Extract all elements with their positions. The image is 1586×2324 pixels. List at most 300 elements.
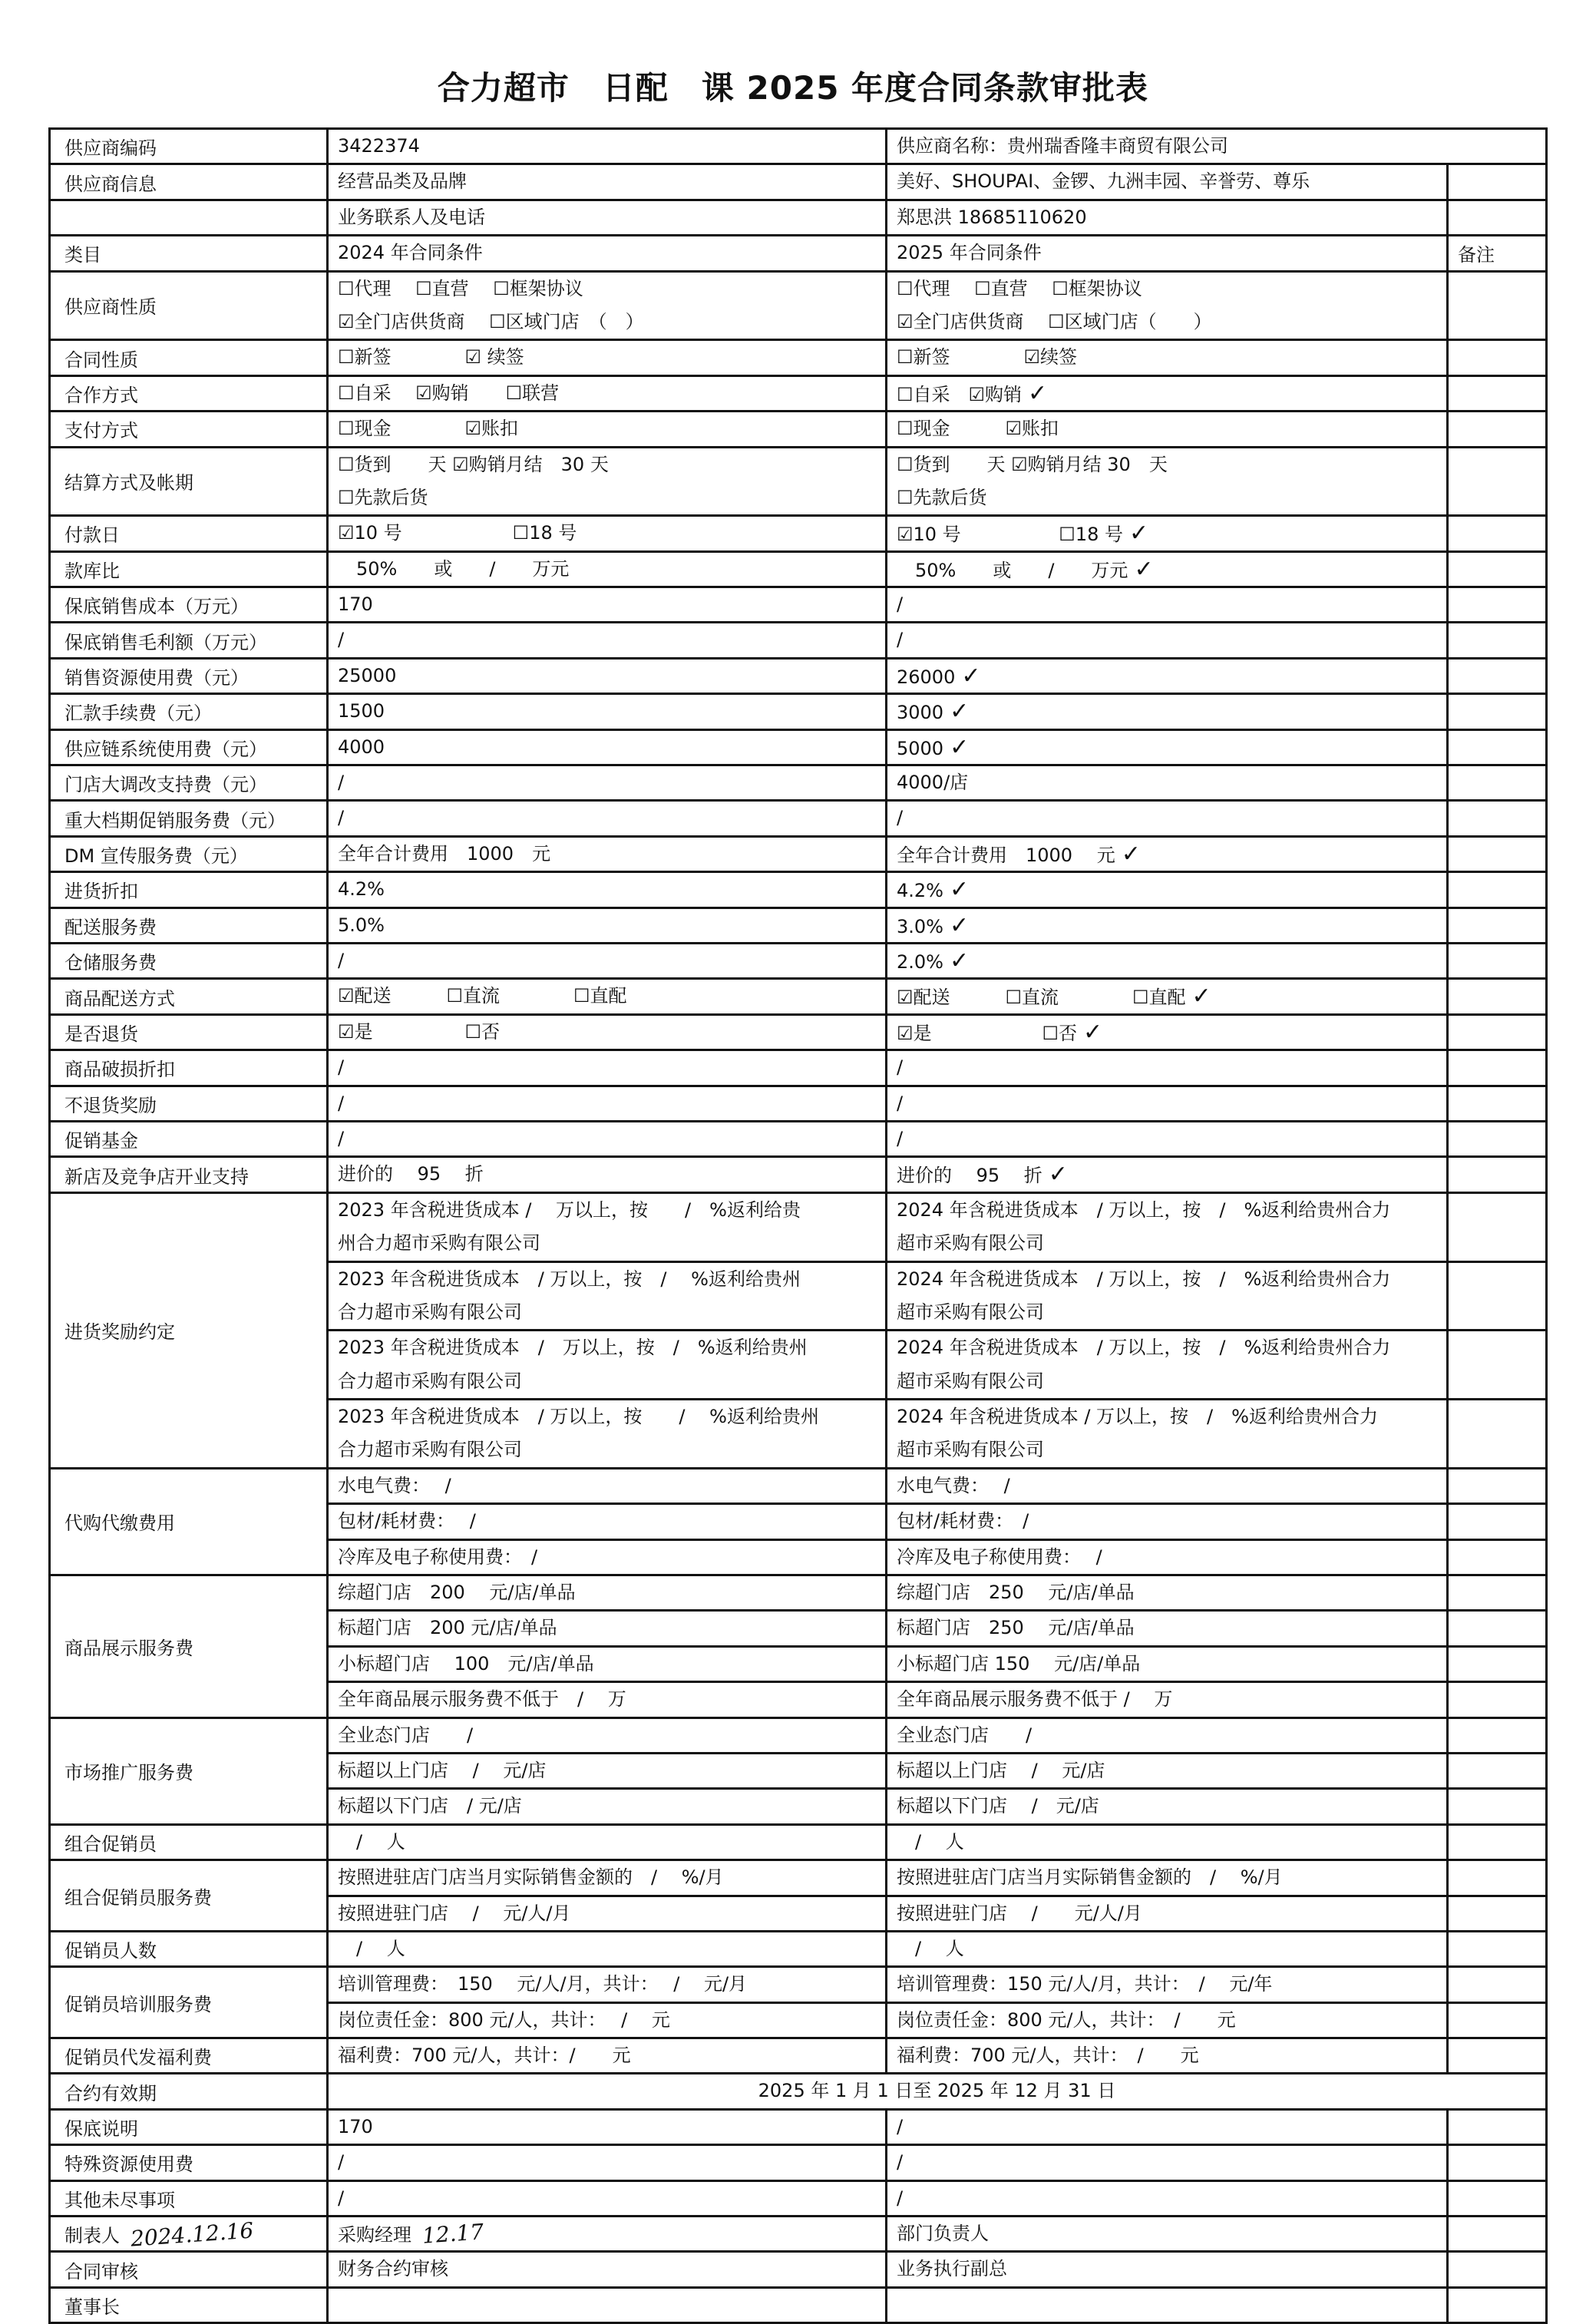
row-label-text: 重大档期促销服务费（元） bbox=[64, 809, 286, 831]
remark-cell bbox=[1448, 943, 1547, 978]
row-label bbox=[50, 2145, 328, 2180]
remark-cell bbox=[1448, 375, 1547, 411]
remark-cell bbox=[1448, 1468, 1547, 1503]
row-label-text: 促销员培训服务费 bbox=[64, 1993, 212, 2015]
row-label-text: DM 宣传服务费（元） bbox=[64, 845, 248, 867]
row-label-text: 合约有效期 bbox=[64, 2082, 157, 2104]
remark-cell bbox=[1448, 412, 1547, 447]
remark-cell bbox=[1448, 1789, 1547, 1824]
cell-2025 bbox=[887, 729, 1448, 765]
cell-2025 bbox=[887, 1824, 1448, 1860]
handwritten-check-icon: ✓ bbox=[950, 733, 970, 761]
cell-2024 bbox=[328, 623, 887, 658]
cell-line: / 人 bbox=[338, 1830, 405, 1853]
cell-line: / bbox=[338, 807, 345, 829]
cell-line: 2023 年含税进货成本 / 万以上，按 / %返利给贵州 bbox=[338, 1406, 819, 1428]
cell-line: 4000/店 bbox=[897, 772, 969, 794]
cell-2025 bbox=[887, 1086, 1448, 1121]
cell-2025 bbox=[887, 1931, 1448, 1966]
row-label-text: 门店大调改支持费（元） bbox=[64, 774, 267, 796]
row-label bbox=[50, 872, 328, 907]
row-label bbox=[50, 801, 328, 836]
cell-line: 26000 ✓ bbox=[897, 662, 981, 689]
cell-2025 bbox=[887, 412, 1448, 447]
cell-2025 bbox=[887, 2038, 1448, 2074]
cell-line: ☐代理 ☐直营 ☐框架协议 bbox=[897, 277, 1142, 299]
cell-line: ☐货到 天 ☑购销月结 30 天 bbox=[338, 453, 609, 475]
remark-cell bbox=[1448, 1086, 1547, 1121]
cell-line bbox=[897, 2289, 1437, 2322]
row-label bbox=[50, 1967, 328, 2038]
row-label bbox=[50, 1014, 328, 1050]
row-label-text: 付款日 bbox=[64, 524, 120, 547]
cell-line: 全业态门店 / bbox=[338, 1724, 474, 1746]
table-row bbox=[50, 907, 1547, 943]
cell-line: 全业态门店 / bbox=[897, 1724, 1033, 1746]
cell-2024 bbox=[328, 2145, 887, 2180]
table-row bbox=[50, 2217, 1547, 2252]
cell-2024 bbox=[328, 412, 887, 447]
table-row bbox=[50, 271, 1547, 340]
cell-2025 bbox=[887, 587, 1448, 623]
cell-line: 郑思洪 18685110620 bbox=[897, 206, 1087, 228]
row-label-text: 配送服务费 bbox=[64, 916, 157, 938]
cell-2025 bbox=[887, 1468, 1448, 1503]
cell-2025 bbox=[887, 447, 1448, 516]
cell-line: ☑10 号 ☐18 号 ✓ bbox=[897, 520, 1149, 547]
handwritten-signature: 2024.12.16 bbox=[130, 2217, 255, 2252]
handwritten-check-icon: ✓ bbox=[1028, 379, 1048, 407]
remark-cell bbox=[1448, 200, 1547, 235]
row-label bbox=[50, 1824, 328, 1860]
cell-2025 bbox=[887, 979, 1448, 1014]
cell-2024 bbox=[328, 801, 887, 836]
remark-cell bbox=[1448, 1539, 1547, 1575]
cell-2025 bbox=[887, 765, 1448, 801]
cell-2025 bbox=[887, 1014, 1448, 1050]
row-label-text: 仓储服务费 bbox=[64, 952, 157, 974]
cell-2025 bbox=[887, 1717, 1448, 1753]
cell-2025 bbox=[887, 2287, 1448, 2322]
table-row bbox=[50, 836, 1547, 871]
row-label-text: 合同审核 bbox=[64, 2260, 138, 2283]
cell-line: 2.0% ✓ bbox=[897, 947, 970, 974]
cell-2024 bbox=[328, 1931, 887, 1966]
cell-line: 170 bbox=[338, 593, 373, 616]
cell-line: 50% 或 / 万元 bbox=[338, 557, 570, 580]
row-label bbox=[50, 2217, 328, 2252]
handwritten-check-icon: ✓ bbox=[1048, 1161, 1068, 1188]
table-row bbox=[50, 1824, 1547, 1860]
table-row bbox=[50, 2074, 1547, 2109]
cell-line: ☐自采 ☑购销 ☐联营 bbox=[338, 382, 560, 404]
remark-cell bbox=[1448, 1646, 1547, 1681]
cell-2024 bbox=[328, 658, 887, 693]
contract-period-cell bbox=[328, 2074, 1547, 2109]
row-label-text: 款库比 bbox=[64, 560, 120, 582]
row-label-text: 市场推广服务费 bbox=[64, 1762, 193, 1784]
remark-cell bbox=[1448, 1717, 1547, 1753]
cell-2025 bbox=[887, 943, 1448, 978]
remark-cell bbox=[1448, 907, 1547, 943]
cell-2024 bbox=[328, 872, 887, 907]
row-label bbox=[50, 375, 328, 411]
table-row bbox=[50, 1931, 1547, 1966]
remark-cell bbox=[1448, 1261, 1547, 1331]
cell-2024 bbox=[328, 1646, 887, 1681]
cell-2025 bbox=[887, 1611, 1448, 1646]
remark-cell bbox=[1448, 1192, 1547, 1261]
remark-cell bbox=[1448, 872, 1547, 907]
cell-line: 2024 年含税进货成本 / 万以上，按 / %返利给贵州合力 bbox=[897, 1198, 1391, 1221]
row-label bbox=[50, 836, 328, 871]
cell-line: / bbox=[338, 949, 345, 971]
row-label bbox=[50, 1121, 328, 1156]
cell-2024 bbox=[328, 694, 887, 729]
cell-line: 25000 bbox=[338, 664, 397, 686]
row-label-text: 组合促销员服务费 bbox=[64, 1886, 212, 1909]
cell-line: ☐现金 ☑账扣 bbox=[338, 418, 519, 440]
table-row bbox=[50, 658, 1547, 693]
cell-2024 bbox=[328, 164, 887, 200]
handwritten-check-icon: ✓ bbox=[1191, 983, 1211, 1010]
table-row bbox=[50, 1860, 1547, 1896]
remark-cell bbox=[1448, 516, 1547, 551]
contract-approval-table bbox=[48, 127, 1548, 2324]
remark-cell bbox=[1448, 447, 1547, 516]
cell-line: 州合力超市采购有限公司 bbox=[338, 1232, 540, 1255]
cell-2024 bbox=[328, 1753, 887, 1788]
table-row bbox=[50, 1157, 1547, 1192]
row-label-text: 类目 bbox=[64, 244, 101, 266]
cell-line: ☑是 ☐否 ✓ bbox=[897, 1018, 1103, 1046]
cell-2025 bbox=[887, 694, 1448, 729]
cell-line: ☐先款后货 bbox=[897, 486, 987, 508]
cell-line bbox=[338, 2289, 876, 2322]
cell-2025 bbox=[887, 2109, 1448, 2144]
handwritten-check-icon: ✓ bbox=[949, 947, 970, 974]
cell-line: 采购经理 12.17 bbox=[338, 2217, 876, 2250]
cell-line: 超市采购有限公司 bbox=[897, 1439, 1044, 1461]
cell-2025 bbox=[887, 623, 1448, 658]
row-label bbox=[50, 1086, 328, 1121]
cell-line: / 人 bbox=[897, 1830, 964, 1853]
cell-2025 bbox=[887, 129, 1547, 164]
remark-cell bbox=[1448, 1611, 1547, 1646]
cell-2024 bbox=[328, 271, 887, 340]
row-label bbox=[50, 1192, 328, 1468]
cell-2025 bbox=[887, 1157, 1448, 1192]
cell-line: / bbox=[338, 772, 345, 794]
cell-2025 bbox=[887, 2145, 1448, 2180]
remark-cell bbox=[1448, 1753, 1547, 1788]
cell-line: ☑是 ☐否 bbox=[338, 1020, 501, 1043]
cell-line: / bbox=[338, 1092, 345, 1114]
cell-line: 美好、SHOUPAI、金锣、九洲丰园、辛誉劳、尊乐 bbox=[897, 170, 1310, 193]
cell-2024 bbox=[328, 516, 887, 551]
table-row bbox=[50, 2145, 1547, 2180]
cell-2024 bbox=[328, 1331, 887, 1400]
row-label bbox=[50, 729, 328, 765]
cell-line: 2024 年含税进货成本 / 万以上，按 / %返利给贵州合力 bbox=[897, 1268, 1391, 1290]
cell-2025 bbox=[887, 2217, 1448, 2252]
remark-cell bbox=[1448, 1331, 1547, 1400]
cell-2024 bbox=[328, 447, 887, 516]
remark-cell bbox=[1448, 1860, 1547, 1896]
row-label bbox=[50, 1931, 328, 1966]
remark-cell bbox=[1448, 1931, 1547, 1966]
cell-line: 进价的 95 折 bbox=[338, 1163, 484, 1185]
remark-cell bbox=[1448, 836, 1547, 871]
remark-cell bbox=[1448, 2180, 1547, 2216]
cell-2025 bbox=[887, 1400, 1448, 1469]
cell-line: 部门负责人 bbox=[897, 2223, 989, 2245]
cell-2025 bbox=[887, 164, 1448, 200]
cell-line: ☑配送 ☐直流 ☐直配 bbox=[338, 985, 627, 1007]
row-label-text: 合作方式 bbox=[64, 384, 138, 406]
row-label-text: 是否退货 bbox=[64, 1023, 138, 1045]
cell-2025 bbox=[887, 551, 1448, 587]
cell-line: 3.0% ✓ bbox=[897, 911, 970, 939]
cell-line: ☐新签 ☑ 续签 bbox=[338, 346, 524, 369]
table-row bbox=[50, 2109, 1547, 2144]
cell-2024 bbox=[328, 1121, 887, 1156]
cell-2024 bbox=[328, 1824, 887, 1860]
cell-line: 标超门店 200 元/店/单品 bbox=[338, 1617, 557, 1639]
cell-line: / bbox=[338, 629, 345, 651]
row-label bbox=[50, 340, 328, 375]
cell-line: 全年合计费用 1000 元 ✓ bbox=[897, 840, 1141, 868]
remark-cell bbox=[1448, 2145, 1547, 2180]
cell-line: 标超以上门店 / 元/店 bbox=[338, 1759, 547, 1781]
cell-line: / bbox=[897, 2151, 904, 2174]
remark-cell bbox=[1448, 1157, 1547, 1192]
cell-line: 超市采购有限公司 bbox=[897, 1370, 1044, 1392]
cell-line: / bbox=[897, 2187, 904, 2209]
row-label-text: 进货折扣 bbox=[64, 881, 138, 903]
row-label bbox=[50, 200, 328, 235]
row-label bbox=[50, 1468, 328, 1575]
cell-2024 bbox=[328, 2180, 887, 2216]
table-row bbox=[50, 1192, 1547, 1261]
cell-line: / bbox=[338, 2187, 345, 2209]
table-row bbox=[50, 447, 1547, 516]
handwritten-check-icon: ✓ bbox=[1134, 555, 1154, 583]
cell-line: ☐现金 ☑账扣 bbox=[897, 418, 1059, 440]
row-label bbox=[50, 2180, 328, 2216]
cell-line: 包材/耗材费： / bbox=[338, 1510, 476, 1532]
remark-cell bbox=[1448, 694, 1547, 729]
cell-line: 水电气费： / bbox=[897, 1474, 1010, 1496]
row-label-text: 代购代缴费用 bbox=[64, 1512, 175, 1535]
table-row bbox=[50, 2252, 1547, 2287]
cell-2024 bbox=[328, 587, 887, 623]
cell-2025 bbox=[887, 1575, 1448, 1611]
cell-2024 bbox=[328, 729, 887, 765]
row-label bbox=[50, 2074, 328, 2109]
cell-2024 bbox=[328, 1896, 887, 1931]
table-row bbox=[50, 2180, 1547, 2216]
row-label-text: 进货奖励约定 bbox=[64, 1321, 175, 1344]
cell-line: / bbox=[897, 593, 904, 616]
remark-cell bbox=[1448, 623, 1547, 658]
cell-2024 bbox=[328, 551, 887, 587]
remark-cell bbox=[1448, 658, 1547, 693]
cell-line: 培训管理费：150 元/人/月，共计： / 元/年 bbox=[897, 1973, 1273, 1995]
cell-2024 bbox=[328, 1967, 887, 2002]
cell-line: 170 bbox=[338, 2115, 373, 2137]
row-label bbox=[50, 412, 328, 447]
table-row bbox=[50, 1086, 1547, 1121]
row-label bbox=[50, 765, 328, 801]
cell-line: 4.2% bbox=[338, 878, 385, 901]
cell-line: 标超门店 250 元/店/单品 bbox=[897, 1617, 1135, 1639]
row-label bbox=[50, 2287, 328, 2322]
handwritten-check-icon: ✓ bbox=[949, 911, 970, 939]
cell-line: / bbox=[897, 1092, 904, 1114]
table-row bbox=[50, 694, 1547, 729]
cell-2024 bbox=[328, 1468, 887, 1503]
row-label bbox=[50, 1860, 328, 1932]
cell-line: ☑10 号 ☐18 号 bbox=[338, 522, 577, 544]
table-row bbox=[50, 1050, 1547, 1086]
table-row bbox=[50, 164, 1547, 200]
row-label bbox=[50, 516, 328, 551]
cell-2025 bbox=[887, 2252, 1448, 2287]
remark-cell bbox=[1448, 1050, 1547, 1086]
cell-2025 bbox=[887, 1539, 1448, 1575]
cell-line: 冷库及电子称使用费： / bbox=[338, 1545, 538, 1568]
cell-line: 水电气费： / bbox=[338, 1474, 451, 1496]
row-label-text: 促销员代发福利费 bbox=[64, 2047, 212, 2069]
row-label bbox=[50, 236, 328, 271]
cell-2025 bbox=[887, 516, 1448, 551]
remark-cell bbox=[1448, 801, 1547, 836]
cell-2024 bbox=[328, 2217, 887, 2252]
cell-line: ☐代理 ☐直营 ☐框架协议 bbox=[338, 277, 583, 299]
cell-2024 bbox=[328, 1261, 887, 1331]
row-label-text: 销售资源使用费（元） bbox=[64, 667, 249, 689]
row-label-text: 支付方式 bbox=[64, 420, 138, 442]
cell-2025 bbox=[887, 200, 1448, 235]
cell-line: / bbox=[338, 1127, 345, 1149]
cell-2025 bbox=[887, 1860, 1448, 1896]
row-label-text: 商品配送方式 bbox=[64, 987, 175, 1010]
remark-cell bbox=[1448, 2217, 1547, 2252]
row-label bbox=[50, 694, 328, 729]
cell-2024 bbox=[328, 1682, 887, 1717]
row-label bbox=[50, 2109, 328, 2144]
row-label-text: 合同性质 bbox=[64, 349, 138, 371]
cell-line: / bbox=[897, 1127, 904, 1149]
row-label-text: 不退货奖励 bbox=[64, 1094, 157, 1116]
row-label-text: 其他未尽事项 bbox=[64, 2189, 175, 2211]
cell-2024 bbox=[328, 943, 887, 978]
row-label-text: 特殊资源使用费 bbox=[64, 2154, 193, 2176]
cell-2025 bbox=[887, 1504, 1448, 1539]
cell-line: 业务联系人及电话 bbox=[338, 206, 485, 228]
cell-2025 bbox=[887, 1753, 1448, 1788]
cell-line: 标超以上门店 / 元/店 bbox=[897, 1759, 1105, 1781]
row-label-text: 供应链系统使用费（元） bbox=[64, 738, 267, 760]
cell-2025 bbox=[887, 375, 1448, 411]
cell-2025 bbox=[887, 801, 1448, 836]
remark-cell bbox=[1448, 1014, 1547, 1050]
table-row bbox=[50, 765, 1547, 801]
table-row bbox=[50, 587, 1547, 623]
table-row bbox=[50, 943, 1547, 978]
cell-2025 bbox=[887, 658, 1448, 693]
cell-2025 bbox=[887, 1682, 1448, 1717]
table-row bbox=[50, 129, 1547, 164]
cell-line: 进价的 95 折 ✓ bbox=[897, 1161, 1068, 1188]
cell-2025 bbox=[887, 1789, 1448, 1824]
row-label bbox=[50, 271, 328, 340]
cell-line: 小标超门店 100 元/店/单品 bbox=[338, 1652, 594, 1674]
table-row bbox=[50, 516, 1547, 551]
cell-line: 经营品类及品牌 bbox=[338, 170, 467, 193]
cell-2025 bbox=[887, 1331, 1448, 1400]
cell-line: ☐新签 ☑续签 bbox=[897, 346, 1078, 369]
table-row bbox=[50, 729, 1547, 765]
table-row bbox=[50, 801, 1547, 836]
cell-2024 bbox=[328, 1192, 887, 1261]
cell-line: 综超门店 200 元/店/单品 bbox=[338, 1582, 576, 1604]
cell-2024 bbox=[328, 1400, 887, 1469]
table-row bbox=[50, 1717, 1547, 1753]
remark-cell bbox=[1448, 729, 1547, 765]
cell-2024 bbox=[328, 2287, 887, 2322]
remark-cell: 备注 bbox=[1448, 236, 1547, 271]
cell-line: ☐先款后货 bbox=[338, 486, 428, 508]
cell-2025 bbox=[887, 340, 1448, 375]
cell-line: / bbox=[897, 629, 904, 651]
cell-2024 bbox=[328, 340, 887, 375]
row-label-text: 促销基金 bbox=[64, 1130, 138, 1152]
cell-line: / 人 bbox=[338, 1937, 405, 1959]
row-label bbox=[50, 587, 328, 623]
cell-2024 bbox=[328, 1539, 887, 1575]
row-label bbox=[50, 551, 328, 587]
remark-cell bbox=[1448, 551, 1547, 587]
cell-2024 bbox=[328, 2252, 887, 2287]
table-row bbox=[50, 340, 1547, 375]
remark-cell bbox=[1448, 2287, 1547, 2322]
row-label-text: 结算方式及帐期 bbox=[64, 472, 193, 494]
cell-line: 超市采购有限公司 bbox=[897, 1301, 1044, 1323]
cell-line: ☐货到 天 ☑购销月结 30 天 bbox=[897, 453, 1168, 475]
handwritten-check-icon: ✓ bbox=[1129, 520, 1149, 547]
cell-line: 冷库及电子称使用费： / bbox=[897, 1545, 1102, 1568]
cell-2025 bbox=[887, 236, 1448, 271]
cell-line: ☐自采 ☑购销 ✓ bbox=[897, 379, 1048, 407]
cell-2025 bbox=[887, 907, 1448, 943]
cell-2024 bbox=[328, 1611, 887, 1646]
cell-line: 2024 年含税进货成本 / 万以上，按 / %返利给贵州合力 bbox=[897, 1406, 1378, 1428]
row-label-text: 保底销售成本（万元） bbox=[64, 596, 249, 618]
remark-cell bbox=[1448, 1121, 1547, 1156]
cell-line: 2023 年含税进货成本 / 万以上，按 / %返利给贵 bbox=[338, 1198, 801, 1221]
cell-line: 全年商品展示服务费不低于 / 万 bbox=[338, 1688, 626, 1711]
row-label-text: 新店及竞争店开业支持 bbox=[64, 1165, 249, 1188]
cell-line: 包材/耗材费： / bbox=[897, 1510, 1029, 1532]
row-label bbox=[50, 2038, 328, 2074]
row-label-text: 保底销售毛利额（万元） bbox=[64, 631, 267, 653]
table-row bbox=[50, 979, 1547, 1014]
cell-2025 bbox=[887, 872, 1448, 907]
cell-2024 bbox=[328, 907, 887, 943]
cell-line: 合力超市采购有限公司 bbox=[338, 1301, 522, 1323]
